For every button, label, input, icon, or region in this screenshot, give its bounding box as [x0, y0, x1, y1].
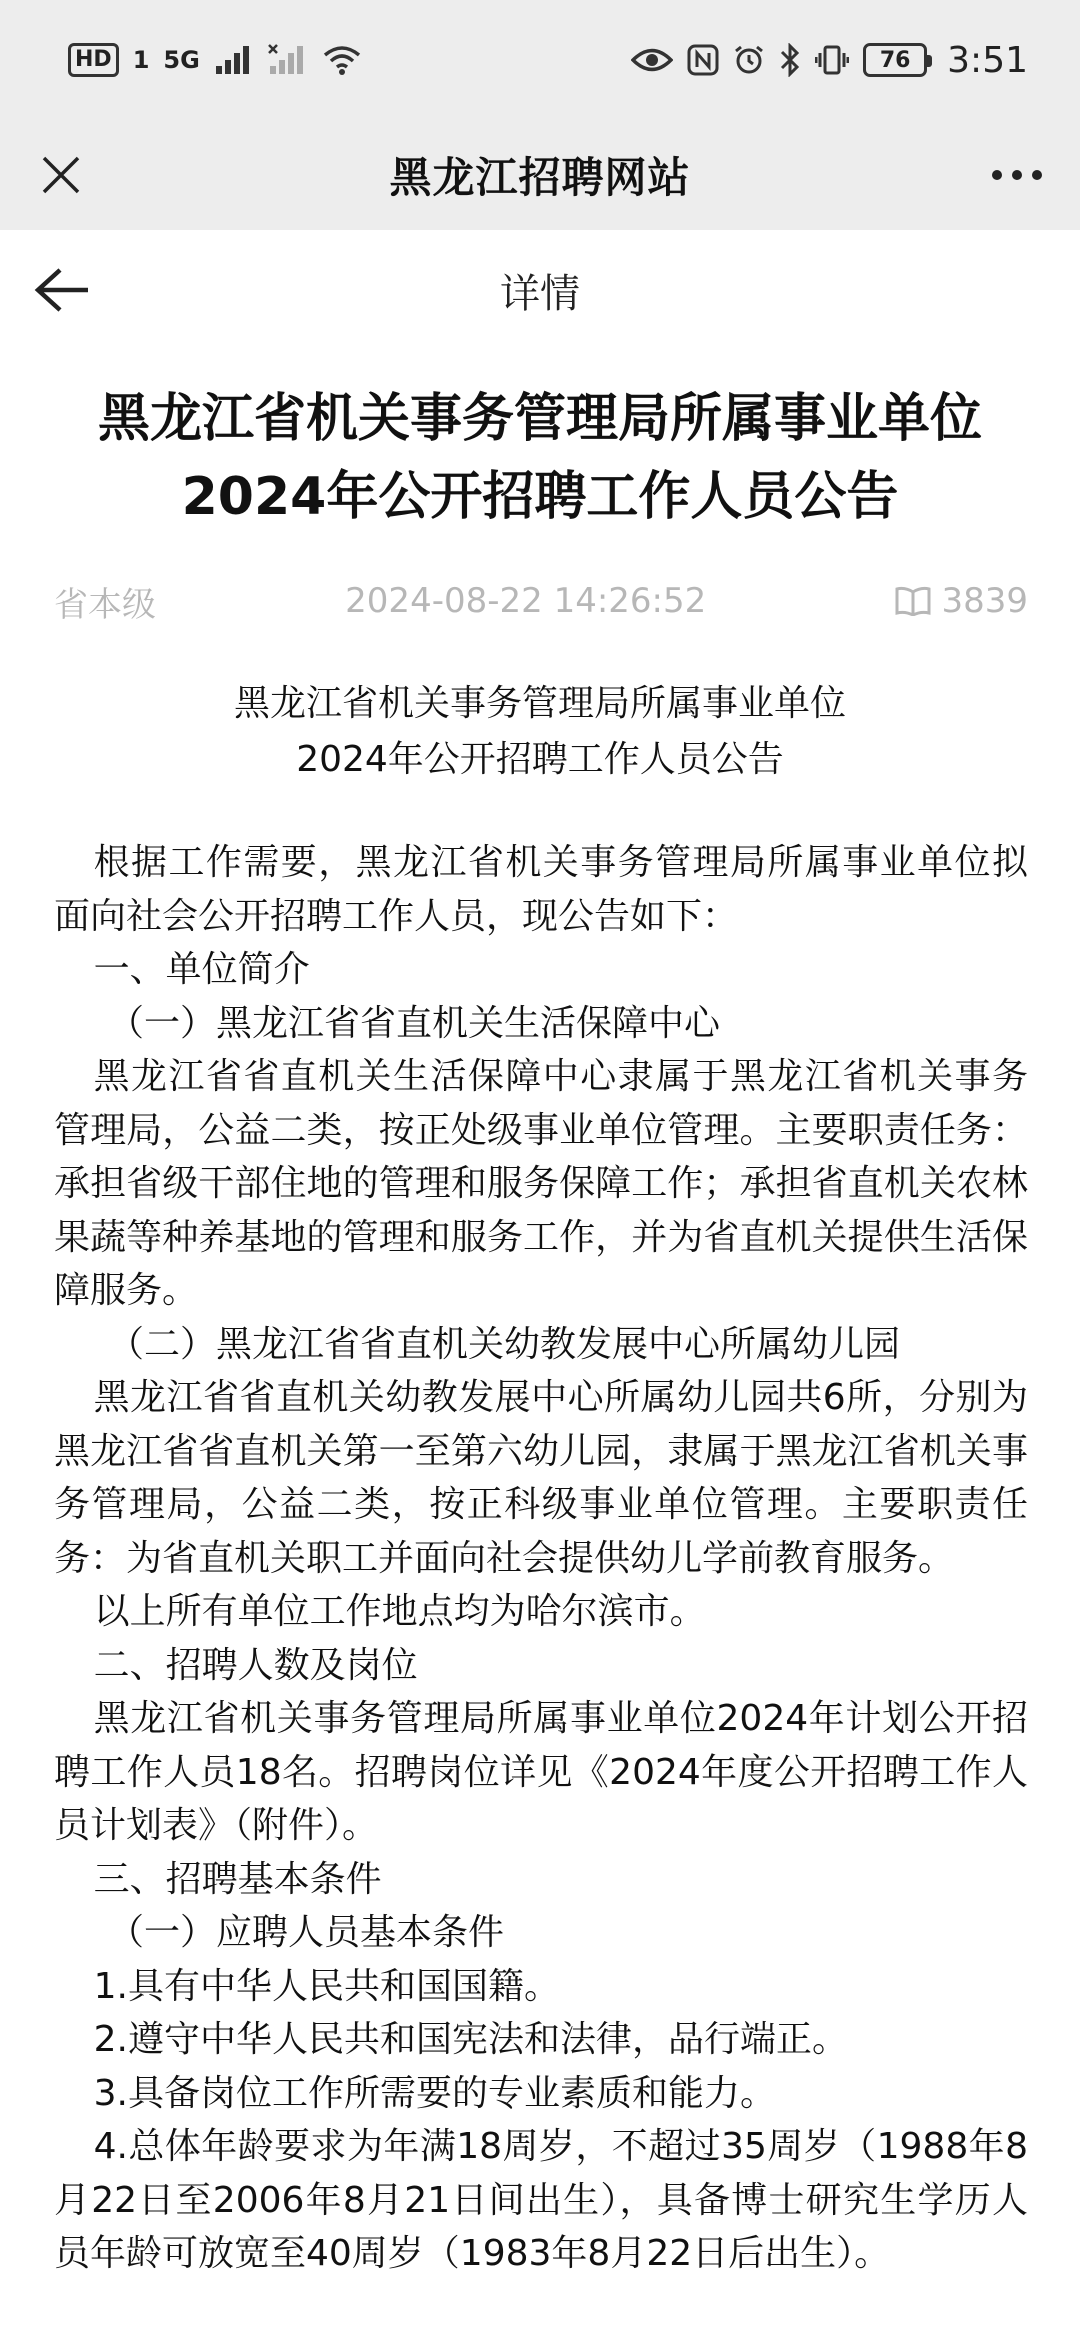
subsection-heading: （二）黑龙江省省直机关幼教发展中心所属幼儿园	[108, 1323, 901, 1365]
section-heading: 一、单位简介	[93, 949, 310, 990]
subsection-heading: （一）黑龙江省省直机关生活保障中心	[108, 1002, 721, 1044]
eye-icon	[631, 45, 673, 75]
body-title-line: 黑龙江省机关事务管理局所属事业单位	[233, 683, 846, 724]
hd-badge: HD	[68, 43, 119, 77]
paragraph: 根据工作需要，黑龙江省机关事务管理局所属事业单位拟面向社会公开招聘工作人员，现公告如下：	[54, 842, 1028, 937]
article	[0, 380, 1080, 2281]
app-title-bar	[0, 120, 1080, 230]
more-options-button[interactable]	[984, 148, 1050, 202]
network-type-label: 5G	[163, 46, 200, 74]
sim-indicator: 1	[132, 46, 150, 74]
list-item: 1.具有中华人民共和国国籍。	[93, 1965, 560, 2007]
article-datetime: 2024-08-22 14:26:52	[345, 581, 707, 621]
wifi-icon	[322, 44, 362, 76]
section-heading: 三、招聘基本条件	[93, 1858, 382, 1900]
view-count-value: 3839	[941, 581, 1028, 621]
status-left	[68, 43, 362, 77]
bluetooth-icon	[779, 43, 801, 77]
battery-indicator: 76	[863, 43, 927, 77]
book-icon	[895, 586, 931, 616]
signal-no-sim-icon	[268, 44, 308, 76]
alarm-icon	[733, 44, 765, 76]
app-title: 黑龙江招聘网站	[389, 153, 691, 202]
article-title-line: 黑龙江省机关事务管理局所属事业单位	[97, 389, 982, 449]
status-bar	[0, 0, 1080, 120]
section-heading: 二、招聘人数及岗位	[93, 1644, 418, 1686]
list-item: 3.具备岗位工作所需要的专业素质和能力。	[93, 2072, 776, 2114]
close-icon	[41, 155, 81, 195]
status-right	[631, 40, 1028, 81]
back-button[interactable]	[30, 260, 94, 320]
article-level: 省本级	[54, 584, 156, 625]
subsection-heading: （一）应聘人员基本条件	[108, 1912, 505, 1953]
paragraph: 黑龙江省省直机关生活保障中心隶属于黑龙江省机关事务管理局，公益二类，按正处级事业单位管理。主要职责任务：承担省级干部住地的管理和服务保障工作；承担省直机关农林果蔬等种养基地的管理和服务工作，并为省直机关提供生活保障服务。	[54, 1056, 1028, 1311]
clock: 3:51	[947, 39, 1028, 81]
vibrate-icon	[815, 44, 849, 76]
list-item: 2.遵守中华人民共和国宪法和法律，品行端正。	[93, 2019, 848, 2060]
nfc-icon	[687, 44, 719, 76]
article-title	[0, 380, 1080, 536]
paragraph: 黑龙江省省直机关幼教发展中心所属幼儿园共6所，分别为黑龙江省省直机关第一至第六幼儿园，隶属于黑龙江省机关事务管理局，公益二类，按正科级事业单位管理。主要职责任务：为省直机关职工并面向社会提供幼儿学前教育服务。	[54, 1377, 1028, 1579]
body-title	[0, 676, 1080, 788]
article-meta	[0, 566, 1080, 636]
paragraph: 黑龙江省机关事务管理局所属事业单位2024年计划公开招聘工作人员18名。招聘岗位详见《2024年度公开招聘工作人员计划表》（附件）。	[54, 1698, 1028, 1846]
body-title-line: 2024年公开招聘工作人员公告	[296, 739, 784, 780]
back-arrow-icon	[34, 266, 90, 314]
article-title-line: 2024年公开招聘工作人员公告	[181, 467, 899, 527]
detail-title: 详情	[500, 270, 580, 317]
view-count	[895, 581, 1028, 621]
paragraph: 以上所有单位工作地点均为哈尔滨市。	[93, 1591, 706, 1632]
detail-header	[0, 230, 1080, 350]
list-item: 4.总体年龄要求为年满18周岁，不超过35周岁（1988年8月22日至2006年8月21日间出生），具备博士研究生学历人员年龄可放宽至40周岁（1983年8月22日后出生）。	[54, 2126, 1028, 2274]
more-dots-icon	[990, 168, 1044, 182]
signal-icon	[214, 44, 254, 76]
article-content	[0, 836, 1080, 2281]
close-button[interactable]	[34, 148, 88, 202]
